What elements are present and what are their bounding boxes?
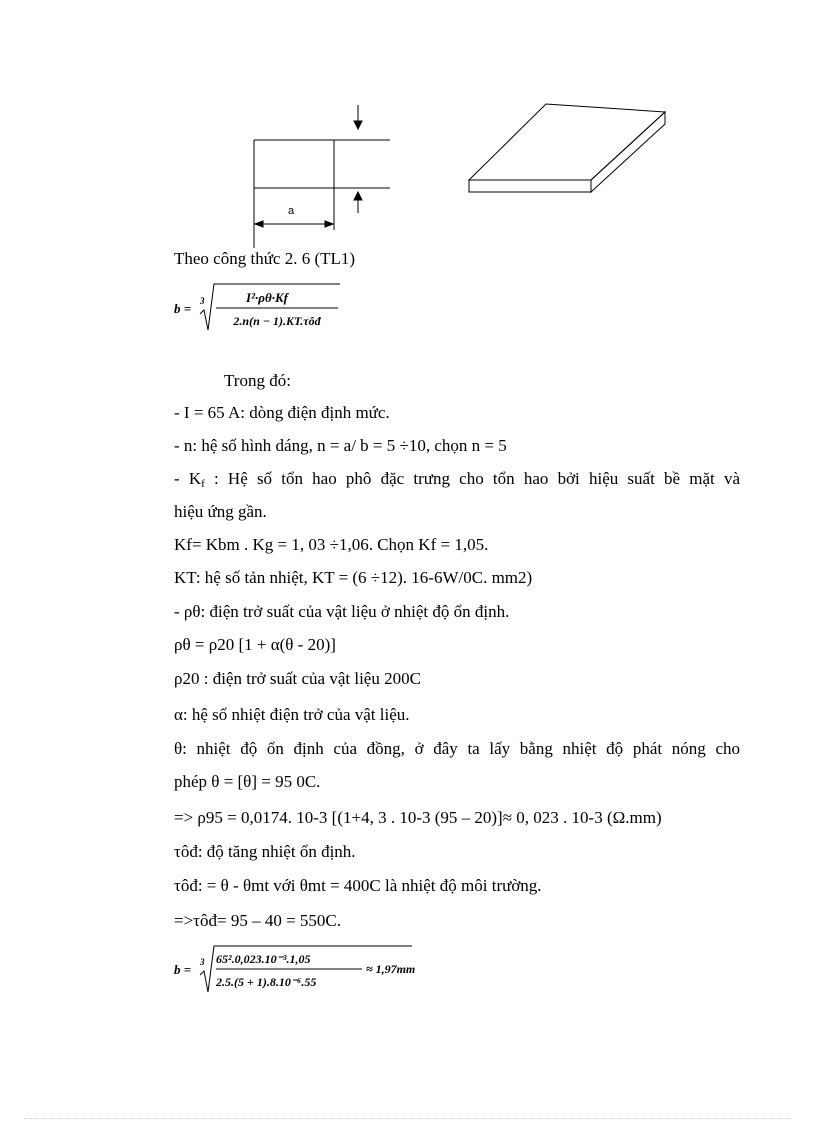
plate-3d-drawing [469, 104, 665, 192]
arrow-up-head [354, 192, 362, 200]
arrow-down-head [354, 121, 362, 129]
line-current: - I = 65 A: dòng điện định mức. [174, 403, 390, 422]
trong-do: Trong đó: [224, 371, 291, 390]
plate-side-face [591, 112, 665, 192]
line-tau-formula: τôđ: = θ - θmt với θmt = 400C là nhiệt độ môi trường. [174, 876, 542, 895]
formula-2 [172, 942, 422, 998]
formula-2-denominator: 2.5.(5 + 1).8.10⁻⁶.55 [216, 975, 317, 989]
formula-1-denominator: 2.n(n − 1).KT.τôđ [233, 314, 321, 328]
busbar-figure [240, 100, 680, 250]
line-rho20: ρ20 : điện trở suất của vật liệu 200C [174, 669, 421, 688]
formula-1-root-index: 3 [200, 296, 205, 306]
line-kf-description-cont: hiệu ứng gần. [174, 502, 267, 521]
dimension-arrow-right [325, 221, 333, 227]
line-rho-theta: - ρθ: điện trở suất của vật liệu ở nhiệt độ ổn định. [174, 602, 510, 621]
cross-section-diagram [254, 105, 390, 248]
formula-2-result: ≈ 1,97mm [366, 962, 416, 976]
line-alpha: α: hệ số nhiệt điện trở của vật liệu. [174, 705, 410, 724]
line-shape-factor: - n: hệ số hình dáng, n = a/ b = 5 ÷10, chọn n = 5 [174, 436, 507, 455]
formula-2-lhs: b = [174, 962, 192, 977]
heading: Theo công thức 2. 6 (TL1) [174, 249, 356, 268]
page-bottom-border [24, 1118, 792, 1119]
line-theta: θ: nhiệt độ ổn định của đồng, ở đây ta lấy bằng nhiệt độ phát nóng cho [174, 739, 740, 758]
formula-1-numerator: I²·ρθ·Kf [246, 290, 288, 305]
line-kf-description: - $K_f$ : Hệ số tổn hao phô đặc trưng cho tổn hao bởi hiệu suất bề mặt và [174, 469, 740, 490]
line-kt: KT: hệ số tản nhiệt, KT = (6 ÷12). 16-6W/0C. mm2) [174, 568, 533, 587]
dimension-label: a [288, 205, 295, 217]
line-tau-value: =>τôđ= 95 – 40 = 550C. [174, 911, 342, 930]
line-rho-formula: ρθ = ρ20 [1 + α(θ - 20)] [174, 635, 336, 654]
formula-2-numerator: 65².0,023.10⁻³.1,05 [216, 952, 311, 966]
line-rho95: => ρ95 = 0,0174. 10-3 [(1+4, 3 . 10-3 (95 – 20)]≈ 0, 023 . 10-3 (Ω.mm) [174, 808, 662, 827]
line-theta-cont: phép θ = [θ] = 95 0C. [174, 772, 321, 791]
plate-top-face [469, 104, 665, 180]
formula-1-lhs: b = [174, 301, 192, 316]
dimension-arrow-left [255, 221, 263, 227]
plate-front-face [469, 180, 591, 192]
line-tau-def: τôđ: độ tăng nhiệt ổn định. [174, 842, 356, 861]
formula-2-root-index: 3 [200, 957, 205, 967]
formula-1 [172, 280, 342, 336]
line-kf-value: Kf= Kbm . Kg = 1, 03 ÷1,06. Chọn Kf = 1,05. [174, 535, 489, 554]
